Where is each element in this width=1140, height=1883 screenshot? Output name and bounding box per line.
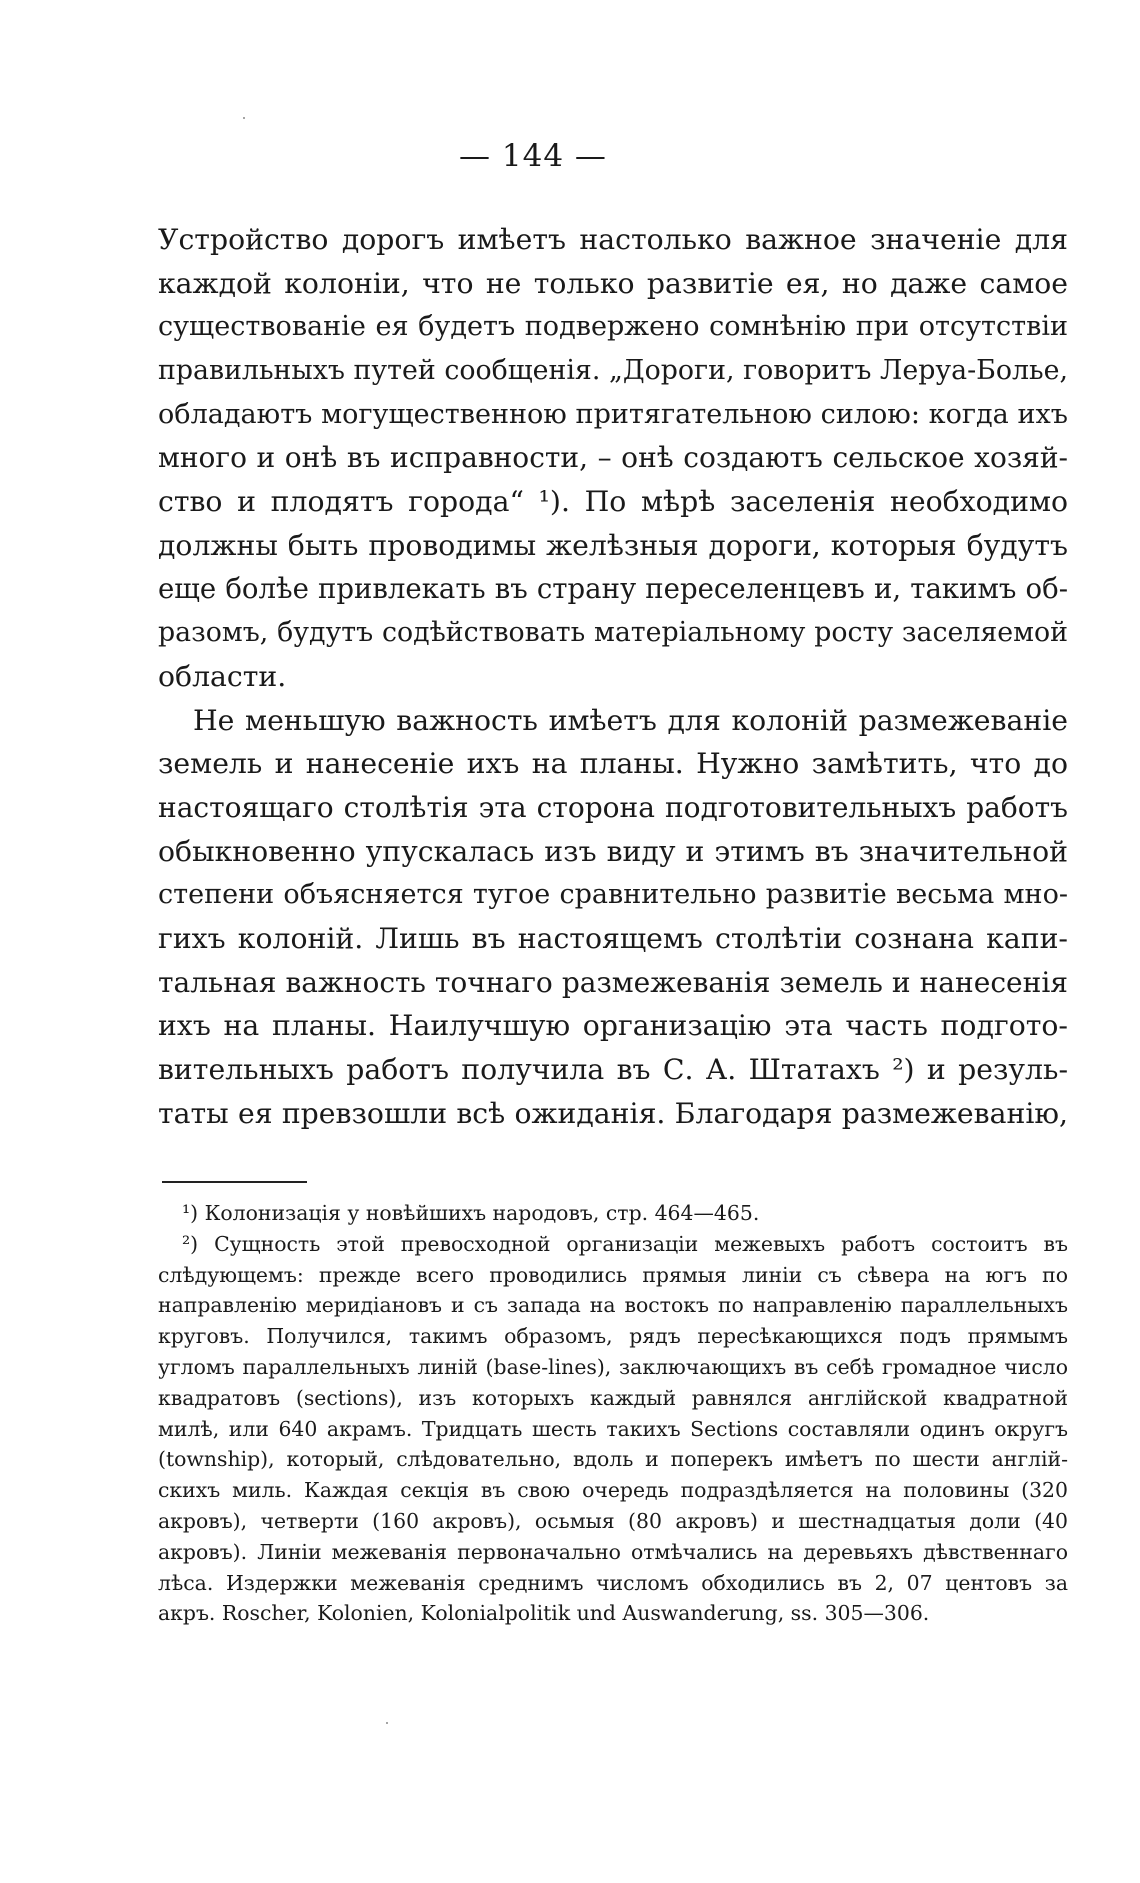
text-line: существованie ея будетъ подвержено сомнѣнiю при отсутствiи — [158, 311, 1068, 343]
text-line: еще болѣе привлекать въ страну переселенцевъ и, такимъ об- — [158, 572, 1068, 605]
body-text — [158, 218, 1068, 1135]
text-line: каждой колонiи, что не только развитiе ея, но даже самое — [158, 266, 1068, 300]
text-line: тальная важность точнаго размежеванiя земель и нанесенiя — [158, 965, 1068, 999]
text-line: гихъ колонiй. Лишь въ настоящемъ столѣтiи сознана капи- — [158, 922, 1068, 955]
text-line: должны быть проводимы желѣзныя дороги, которыя будутъ — [158, 528, 1068, 562]
footnote-divider — [162, 1181, 307, 1183]
footnote-line: ¹) Колонизацiя у новѣйшихъ народовъ, стр. 464—465. — [182, 1201, 760, 1225]
footnote-line: милѣ, или 640 акрамъ. Тридцать шесть такихъ Sections составляли одинъ округъ — [158, 1416, 1068, 1441]
footnotes — [158, 1198, 1068, 1629]
text-line: разомъ, будутъ содѣйствовать матерiальному росту заселяемой — [158, 617, 1068, 649]
text-line: ихъ на планы. Наилучшую организацiю эта часть подгото- — [158, 1009, 1068, 1043]
text-line: Не меньшую важность имѣетъ для колонiй размежеванie — [193, 703, 1068, 737]
footnote-line: угломъ параллельныхъ линiй (base-lines), заключающихъ въ себѣ громадное число — [158, 1354, 1068, 1379]
footnote-line: квадратовъ (sections), изъ которыхъ каждый равнялся англiйской квадратной — [158, 1385, 1068, 1410]
text-line: ство и плодятъ города“ ¹). По мѣрѣ заселенiя необходимо — [158, 485, 1068, 519]
text-line: обыкновенно упускалась изъ виду и этимъ въ значительной — [158, 834, 1068, 868]
paper-speck — [243, 117, 245, 119]
text-line: Устройство дорогъ имѣетъ настолько важное значенie для — [158, 223, 1068, 256]
page-number: — 144 — — [459, 138, 607, 174]
text-line: области. — [158, 659, 287, 693]
text-line: таты ея превзошли всѣ ожиданiя. Благодаря размежеванiю, — [158, 1096, 1068, 1130]
text-line: настоящаго столѣтiя эта сторона подготовительныхъ работъ — [158, 790, 1068, 824]
footnote-line: слѣдующемъ: прежде всего проводились прямыя линiи съ сѣвера на югъ по — [158, 1262, 1068, 1287]
footnote-line: лѣса. Издержки межеванiя среднимъ числомъ обходились въ 2, 07 центовъ за — [158, 1570, 1068, 1595]
text-line: много и онѣ въ исправности, – онѣ создаютъ сельское хозяй- — [158, 441, 1068, 475]
text-line: степени объясняется тугое сравнительно развитiе весьма мно- — [158, 879, 1068, 911]
text-line: вительныхъ работъ получила въ С. А. Штатахъ ²) и резуль- — [158, 1053, 1068, 1087]
text-line: правильныхъ путей сообщенiя. „Дороги, говоритъ Леруа-Болье, — [158, 355, 1068, 387]
paper-speck — [386, 1722, 388, 1724]
footnote-line: скихъ миль. Каждая секцiя въ свою очередь подраздѣляется на половины (320 — [158, 1478, 1068, 1503]
footnote-line: ²) Сущность этой превосходной организацiи межевыхъ работъ состоитъ въ — [182, 1231, 1068, 1256]
footnote-line: акръ. Roscher, Kolonien, Kolonialpolitik und Auswanderung, ss. 305—306. — [158, 1601, 930, 1626]
footnote-line: направленiю меридiановъ и съ запада на востокъ по направленiю параллельныхъ — [158, 1293, 1068, 1318]
footnote-line: круговъ. Получился, такимъ образомъ, рядъ пересѣкающихся подъ прямымъ — [158, 1324, 1068, 1349]
footnote-line: (township), который, слѣдовательно, вдоль и поперекъ имѣетъ по шести англiй- — [158, 1447, 1068, 1472]
text-line: земель и нанесенie ихъ на планы. Нужно замѣтить, что до — [158, 747, 1068, 781]
text-line: обладаютъ могущественною притягательною силою: когда ихъ — [158, 398, 1068, 430]
footnote-line: акровъ). Линiи межеванiя первоначально отмѣчались на деревьяхъ дѣвственнаго — [158, 1539, 1068, 1564]
footnote-line: акровъ), четверти (160 акровъ), осьмыя (80 акровъ) и шестнадцатыя доли (40 — [158, 1508, 1068, 1533]
